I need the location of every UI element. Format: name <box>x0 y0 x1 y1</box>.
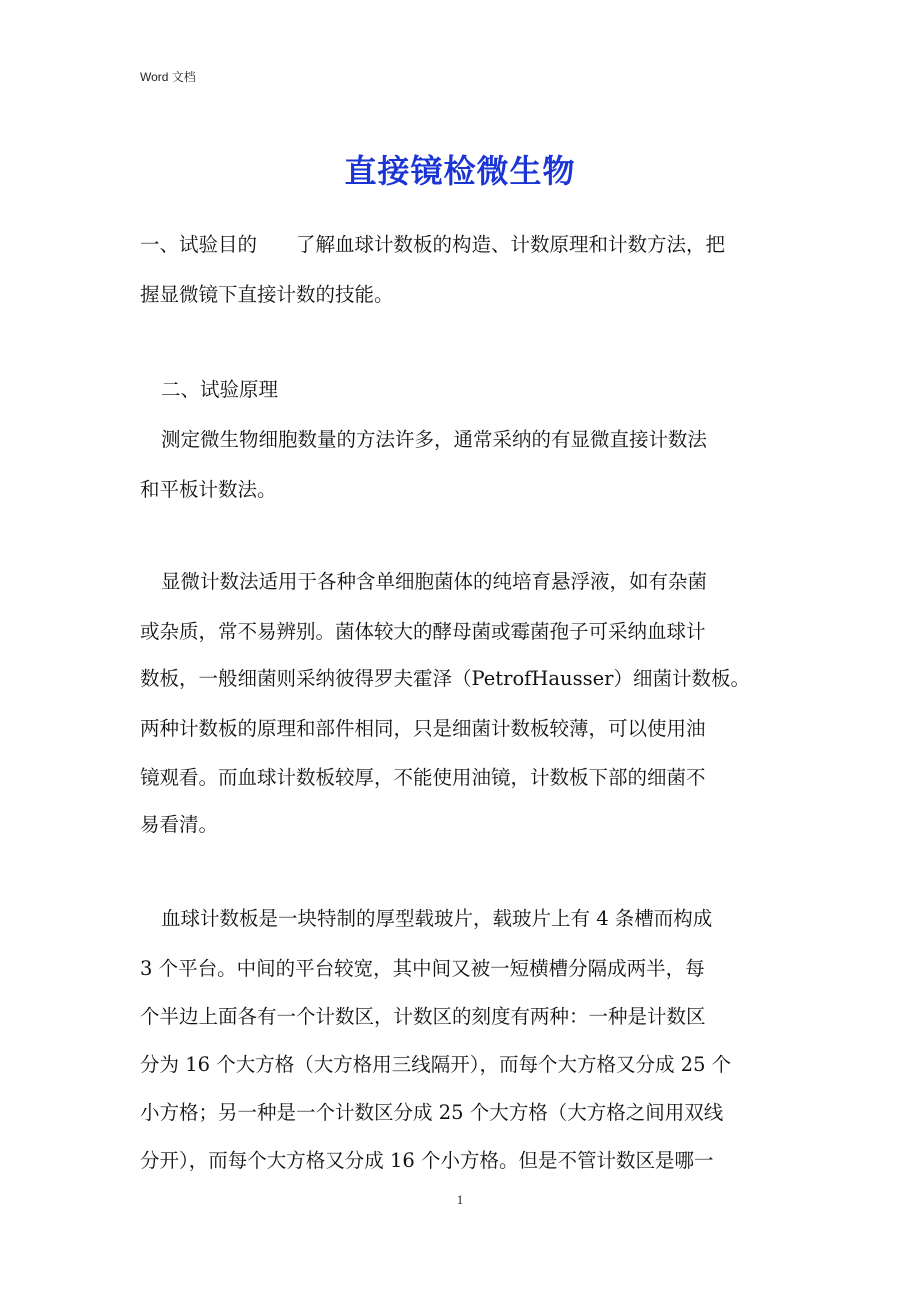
page-number: 1 <box>456 1192 464 1207</box>
principle-heading: 二、试验原理 <box>161 378 279 401</box>
paragraph-2-line: 显微计数法适用于各种含单细胞菌体的纯培育悬浮液，如有杂菌 <box>161 570 708 593</box>
paragraph-1-line: 和平板计数法。 <box>140 478 277 501</box>
paragraph-3-line: 血球计数板是一块特制的厚型载玻片，载玻片上有 4 条槽而构成 <box>161 907 713 930</box>
paragraph-3-line: 分为 16 个大方格（大方格用三线隔开），而每个大方格又分成 25 个 <box>140 1053 732 1076</box>
paragraph-2-line: 数板，一般细菌则采纳彼得罗夫霍泽（PetrofHausser）细菌计数板。 <box>140 667 750 690</box>
paragraph-2-line: 易看清。 <box>140 813 219 836</box>
paragraph-3-line: 分开），而每个大方格又分成 16 个小方格。但是不管计数区是哪一 <box>140 1149 714 1172</box>
paragraph-2-line: 两种计数板的原理和部件相同，只是细菌计数板较薄，可以使用油 <box>140 717 706 740</box>
paragraph-3-line: 小方格；另一种是一个计数区分成 25 个大方格（大方格之间用双线 <box>140 1101 724 1124</box>
paragraph-2-line: 镜观看。而血球计数板较厚，不能使用油镜，计数板下部的细菌不 <box>140 766 706 789</box>
objective-line-1: 一、试验目的 了解血球计数板的构造、计数原理和计数方法，把 <box>140 233 726 256</box>
paragraph-3-line: 3 个平台。中间的平台较宽，其中间又被一短横槽分隔成两半，每 <box>140 957 705 980</box>
document-title: 直接镜检微生物 <box>344 152 576 190</box>
paragraph-1-line: 测定微生物细胞数量的方法许多，通常采纳的有显微直接计数法 <box>161 428 708 451</box>
paragraph-2-line: 或杂质，常不易辨别。菌体较大的酵母菌或霉菌孢子可采纳血球计 <box>140 620 706 643</box>
objective-line-2: 握显微镜下直接计数的技能。 <box>140 283 394 306</box>
page-header: Word 文档 <box>140 70 196 84</box>
paragraph-3-line: 个半边上面各有一个计数区，计数区的刻度有两种：一种是计数区 <box>140 1005 706 1028</box>
